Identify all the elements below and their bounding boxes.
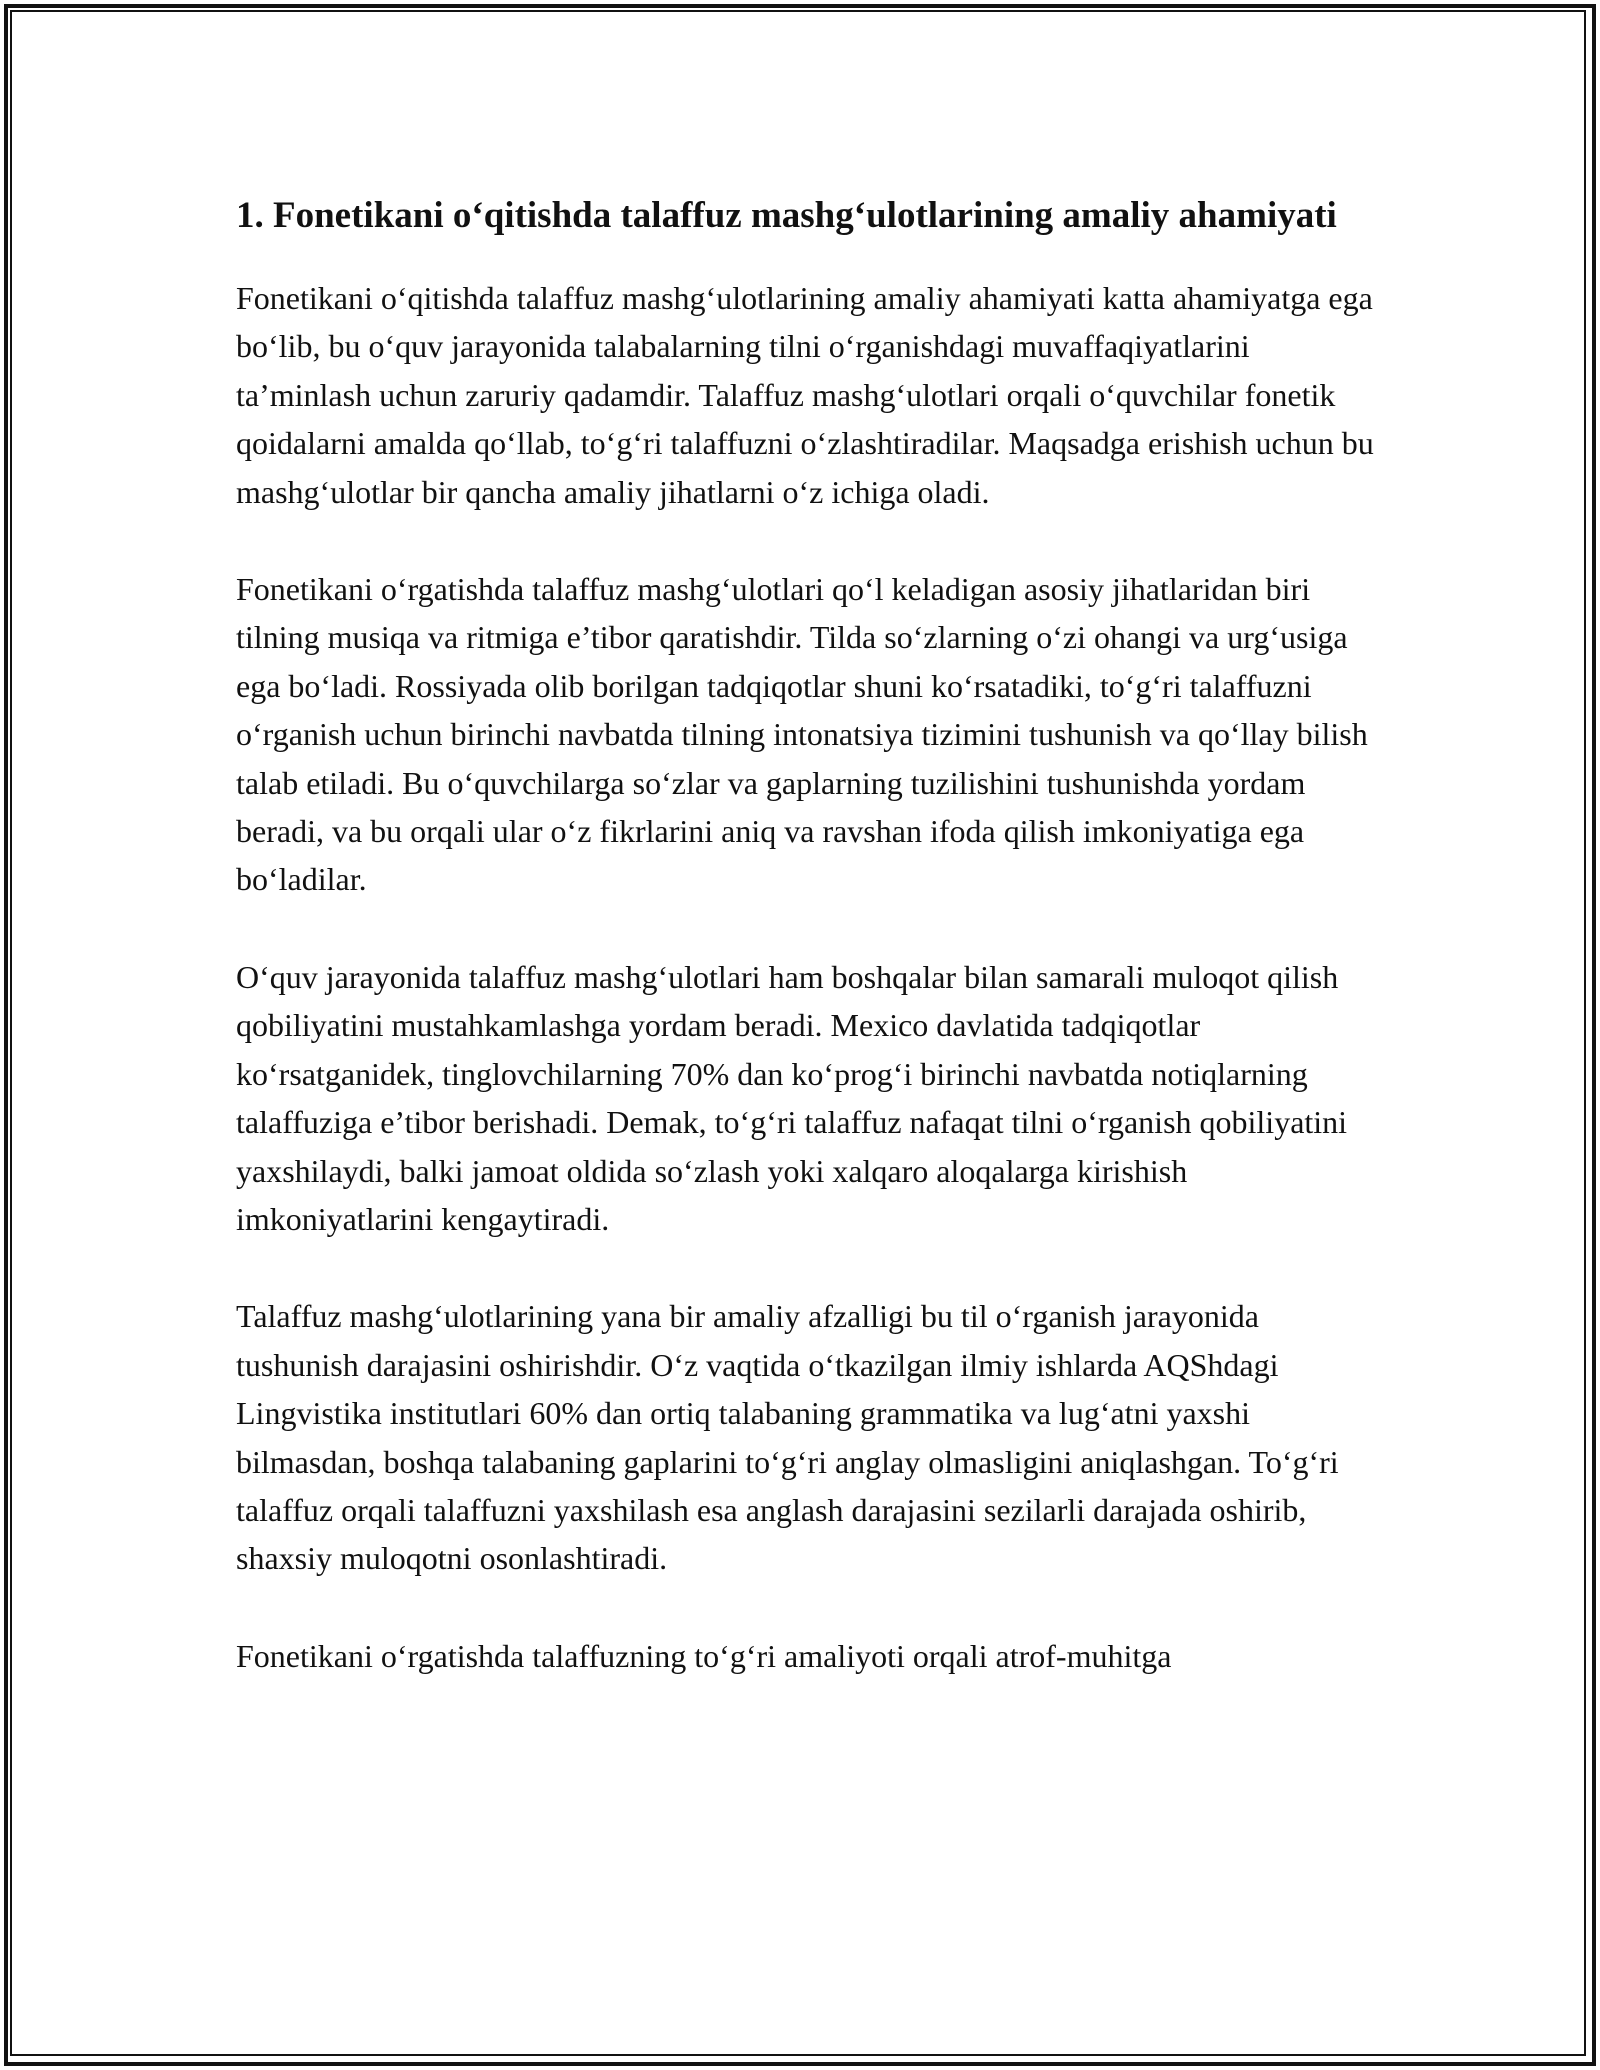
paragraph-2: Fonetikani o‘rgatishda talaffuz mashg‘ulotlari qo‘l keladigan asosiy jihatlaridan biri tilning musiqa va ritmiga e’tibor qaratishdir. Tilda so‘zlarning o‘zi ohangi va urg‘usiga ega bo‘ladi. Rossiyada olib borilgan tadqiqotlar shuni ko‘rsatadiki, to‘g‘ri talaffuzni o‘rganish uchun birinchi navbatda tilning intonatsiya tizimini tushunish va qo‘llay bilish talab etiladi. Bu o‘quvchilarga so‘zlar va gaplarning tuzilishini tushunishda yordam beradi, va bu orqali ular o‘z fikrlarini aniq va ravshan ifoda qilish imkoniyatiga ega bo‘ladilar. (236, 571, 1368, 898)
section-heading: 1. Fonetikani o‘qitishda talaffuz mashg‘ulotlarining amaliy ahamiyati (236, 195, 1337, 236)
paragraph-5: Fonetikani o‘rgatishda talaffuzning to‘g‘ri amaliyoti orqali atrof-muhitga (236, 1637, 1172, 1674)
document-page (236, 188, 1376, 1680)
paragraph-4: Talaffuz mashg‘ulotlarining yana bir amaliy afzalligi bu til o‘rganish jarayonida tushunish darajasini oshirishdir. O‘z vaqtida o‘tkazilgan ilmiy ishlarda AQShdagi Lingvistika institutlari 60% dan ortiq talabaning grammatika va lug‘atni yaxshi bilmasdan, boshqa talabaning gaplarini to‘g‘ri anglay olmasligini aniqlashgan. To‘g‘ri talaffuz orqali talaffuzni yaxshilash esa anglash darajasini sezilarli darajada oshirib, shaxsiy muloqotni osonlashtiradi. (236, 1298, 1339, 1577)
paragraph-1: Fonetikani o‘qitishda talaffuz mashg‘ulotlarining amaliy ahamiyati katta ahamiyatga ega bo‘lib, bu o‘quv jarayonida talabalarning tilni o‘rganishdagi muvaffaqiyatlarini ta’minlash uchun zaruriy qadamdir. Talaffuz mashg‘ulotlari orqali o‘quvchilar fonetik qoidalarni amalda qo‘llab, to‘g‘ri talaffuzni o‘zlashtiradilar. Maqsadga erishish uchun bu mashg‘ulotlar bir qancha amaliy jihatlarni o‘z ichiga oladi. (236, 280, 1374, 510)
paragraph-3: O‘quv jarayonida talaffuz mashg‘ulotlari ham boshqalar bilan samarali muloqot qilish qobiliyatini mustahkamlashga yordam beradi. Mexico davlatida tadqiqotlar ko‘rsatganidek, tinglovchilarning 70% dan ko‘prog‘i birinchi navbatda notiqlarning talaffuziga e’tibor berishadi. Demak, to‘g‘ri talaffuz nafaqat tilni o‘rganish qobiliyatini yaxshilaydi, balki jamoat oldida so‘zlash yoki xalqaro aloqalarga kirishish imkoniyatlarini kengaytiradi. (236, 958, 1348, 1237)
